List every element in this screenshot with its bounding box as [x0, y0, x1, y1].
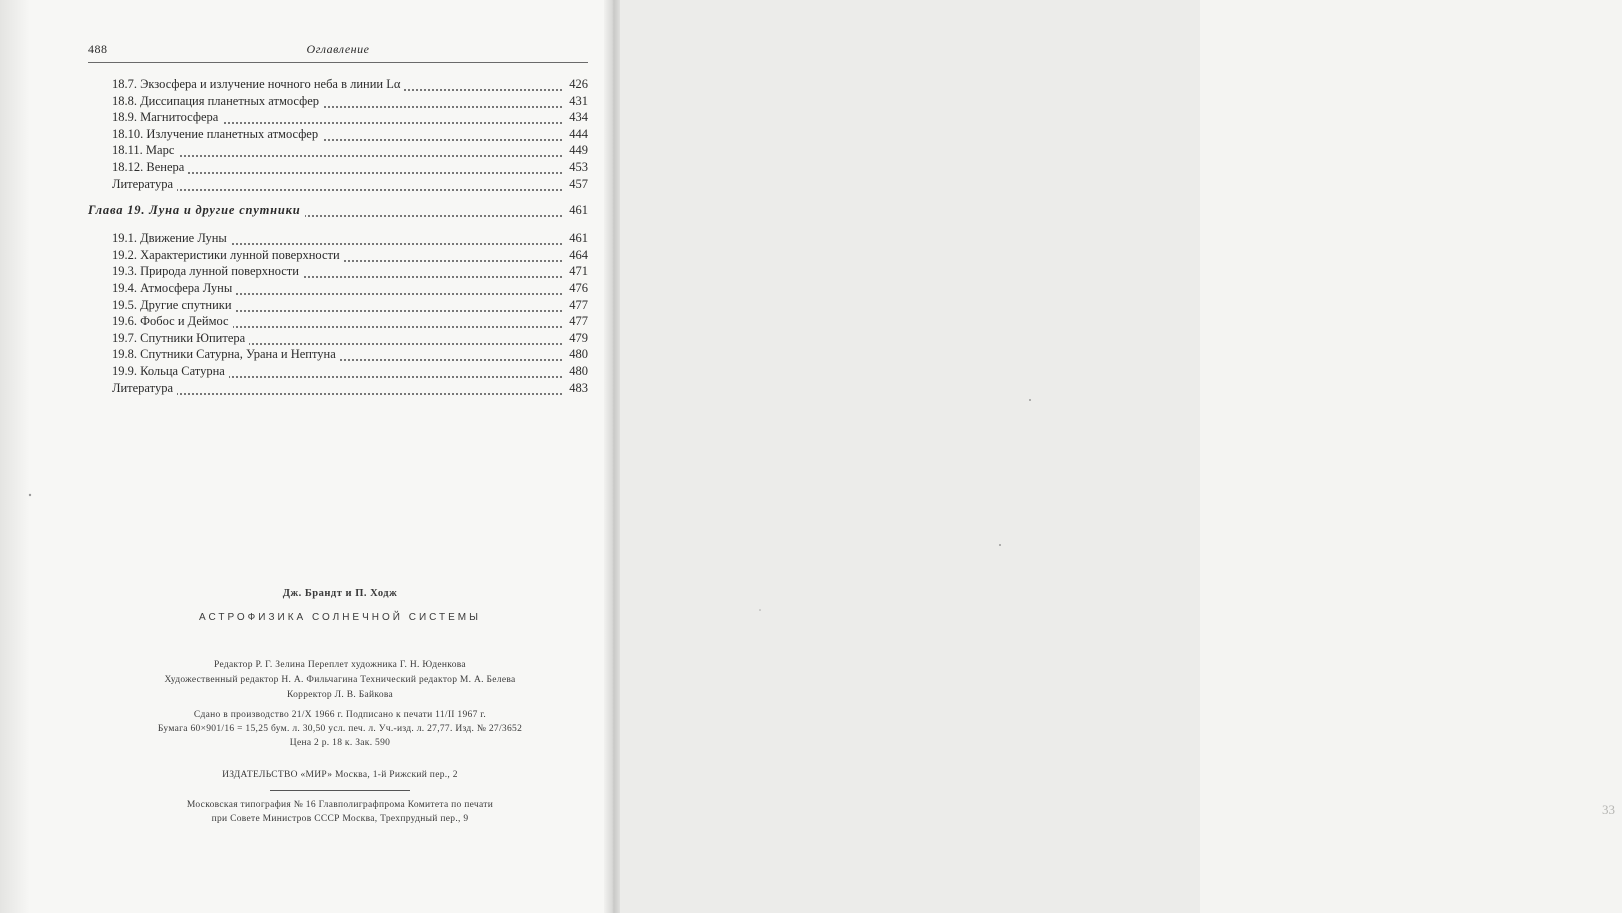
imprint-divider: [270, 790, 410, 791]
imprint-credits-line: Редактор Р. Г. Зелина Переплет художника Г. Н. Юденкова: [214, 660, 466, 670]
toc-entry: [112, 142, 588, 159]
stamp-text: 33: [1602, 802, 1615, 817]
page-edge-shadow: [0, 0, 30, 913]
toc-entry-label: 19.4. Атмосфера Луны: [112, 280, 236, 297]
toc-page-number: 477: [565, 313, 588, 330]
toc-entry-label: 18.11. Марс: [112, 142, 178, 159]
toc-entry-label: 18.12. Венера: [112, 159, 188, 176]
toc-entry: [112, 263, 588, 280]
toc-entry-label: 18.9. Магнитосфера: [112, 109, 222, 126]
toc-entry: [112, 76, 588, 93]
toc-entry: [112, 159, 588, 176]
toc-entry-label: 19.1. Движение Луны: [112, 230, 231, 247]
toc-entry: [112, 247, 588, 264]
toc-entry-label: 19.7. Спутники Юпитера: [112, 330, 249, 347]
imprint-book-title: АСТРОФИЗИКА СОЛНЕЧНОЙ СИСТЕМЫ: [199, 612, 481, 623]
toc-entry: [112, 109, 588, 126]
toc-entry-label: Глава 19. Луна и другие спутники: [88, 202, 305, 219]
toc-entry: [112, 176, 588, 193]
toc-entry-label: 18.7. Экзосфера и излучение ночного неба в линии Lα: [112, 76, 404, 93]
right-page-blank: [620, 0, 1615, 913]
imprint-print-line: Бумага 60×901/16 = 15,25 бум. л. 30,50 усл. печ. л. Уч.-изд. л. 27,77. Изд. № 27/3652: [157, 724, 523, 734]
imprint-credits-line: Корректор Л. В. Байкова: [286, 690, 394, 700]
imprint-printer-line: Московская типография № 16 Главполиграфпрома Комитета по печати: [186, 800, 494, 810]
toc-entry-label: 19.6. Фобос и Деймос: [112, 313, 233, 330]
running-head: [88, 42, 588, 62]
toc-entry-label: 19.5. Другие спутники: [112, 297, 236, 314]
toc-page-number: 457: [565, 176, 588, 193]
toc-chapter-entry: [88, 202, 588, 219]
toc-page-number: 431: [565, 93, 588, 110]
toc-page-number: 480: [565, 363, 588, 380]
page-stamp: [1600, 798, 1622, 820]
toc-entry-label: 19.8. Спутники Сатурна, Урана и Нептуна: [112, 346, 340, 363]
header-rule: [88, 62, 588, 63]
toc-page-number: 426: [565, 76, 588, 93]
imprint-printer-line: при Совете Министров СССР Москва, Трехпрудный пер., 9: [211, 814, 469, 824]
toc-entry: [112, 93, 588, 110]
imprint-publisher: ИЗДАТЕЛЬСТВО «МИР» Москва, 1-й Рижский пер., 2: [222, 770, 458, 780]
page-number: 488: [88, 42, 108, 56]
toc-page-number: 477: [565, 297, 588, 314]
toc-entry: [112, 330, 588, 347]
toc-page-number: 483: [565, 380, 588, 397]
toc-page-number: 461: [565, 230, 588, 247]
left-page: [0, 0, 612, 913]
running-head-title: Оглавление: [306, 42, 370, 56]
toc-dot-leader: [112, 391, 562, 395]
toc-entry-label: Литература: [112, 380, 177, 397]
toc-dot-leader: [112, 187, 562, 191]
toc-entry-label: 18.10. Излучение планетных атмосфер: [112, 126, 322, 143]
toc-entry: [112, 280, 588, 297]
imprint-print-line: Сдано в производство 21/X 1966 г. Подписано к печати 11/II 1967 г.: [193, 710, 487, 720]
toc-entry: [112, 363, 588, 380]
toc-entry-label: 19.3. Природа лунной поверхности: [112, 263, 303, 280]
toc-entry: [112, 230, 588, 247]
toc-page-number: 453: [565, 159, 588, 176]
toc-entry: [112, 313, 588, 330]
toc-page-number: 461: [565, 202, 588, 219]
imprint-credits-line: Художественный редактор Н. А. Фильчагина Технический редактор М. А. Белева: [164, 675, 516, 685]
toc-page-number: 479: [565, 330, 588, 347]
imprint-print-line: Цена 2 р. 18 к. Зак. 590: [289, 738, 391, 748]
stamp-mark: [1600, 798, 1622, 820]
imprint-authors: Дж. Брандт и П. Ходж: [282, 588, 398, 599]
toc-page-number: 480: [565, 346, 588, 363]
toc-entry-label: 19.2. Характеристики лунной поверхности: [112, 247, 344, 264]
toc-entry-label: 18.8. Диссипация планетных атмосфер: [112, 93, 323, 110]
toc-page-number: 434: [565, 109, 588, 126]
toc-page-number: 476: [565, 280, 588, 297]
toc-page-number: 464: [565, 247, 588, 264]
toc-page-number: 471: [565, 263, 588, 280]
toc-entry: [112, 380, 588, 397]
toc-page-number: 444: [565, 126, 588, 143]
toc-entry-label: Литература: [112, 176, 177, 193]
toc-entry-label: 19.9. Кольца Сатурна: [112, 363, 229, 380]
toc-page-number: 449: [565, 142, 588, 159]
toc-entry: [112, 126, 588, 143]
toc-entry: [112, 297, 588, 314]
toc-dot-leader: [112, 153, 562, 157]
toc-entry: [112, 346, 588, 363]
